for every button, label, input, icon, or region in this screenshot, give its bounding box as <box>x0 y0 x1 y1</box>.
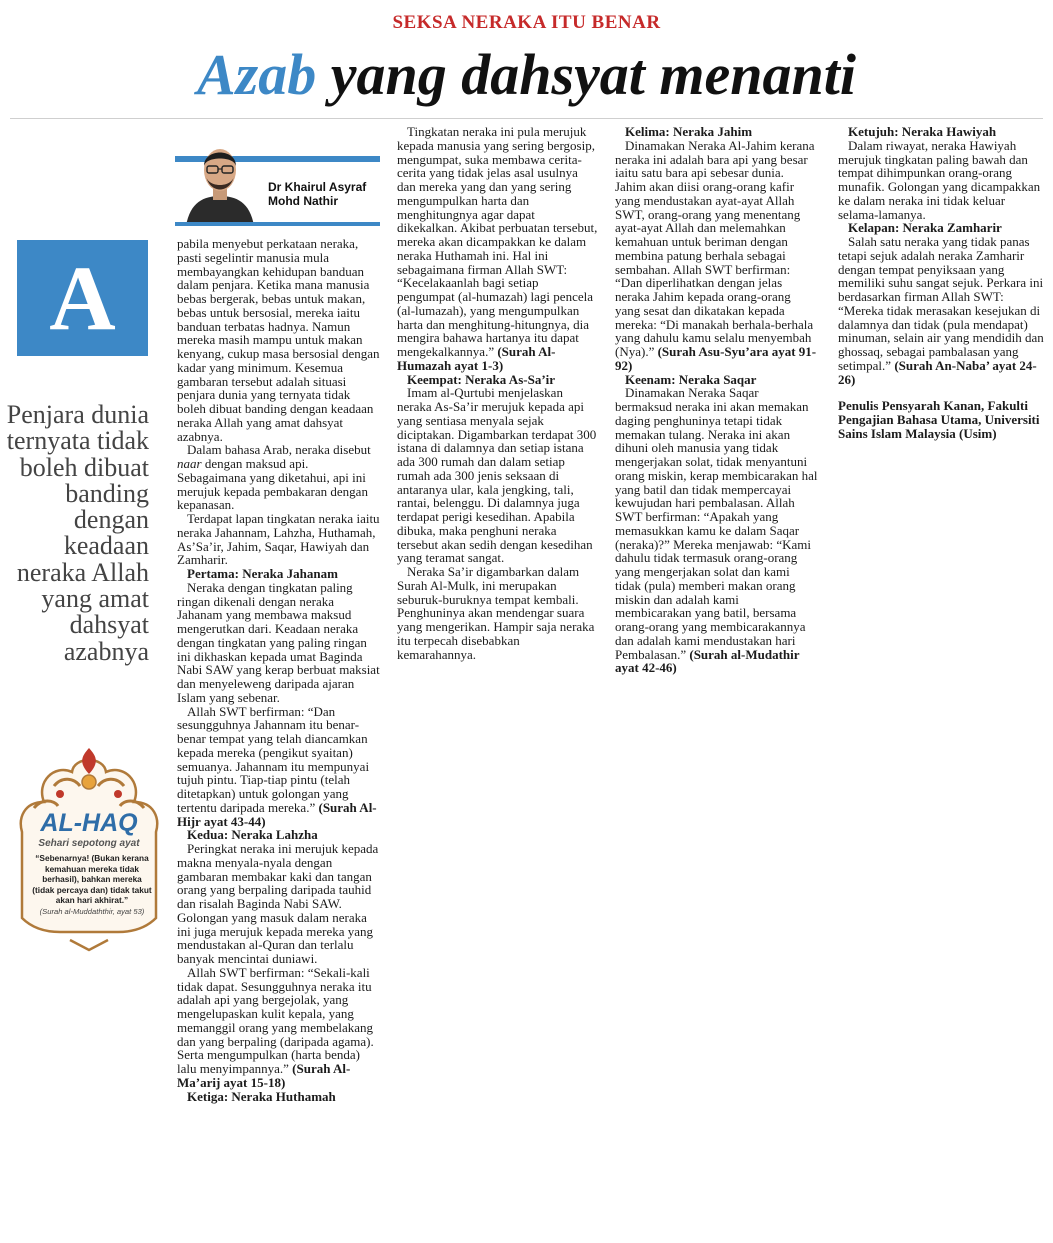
author-name: Dr Khairul Asyraf Mohd Nathir <box>268 180 367 208</box>
subheading: Kelapan: Neraka Zamharir <box>848 220 1002 236</box>
paragraph: Dinamakan Neraka Saqar bermaksud neraka ini akan memakan daging penghuninya tetapi tidak memakan tulang. Neraka ini akan dihuni oleh manusia yang tidak mengerjakan solat, tidak menyantuni orang miskin, kerap membicarakan hal yang batil dan tidak mempercayai kewujudan hari pembalasan. Allah SWT berfirman: “Apakah yang memasukkan kamu ke dalam Saqar (neraka)?” Mereka menjawab: “Kami dahulu tidak termasuk orang-orang yang mengerjakan solat dan kami tidak (pula) memberi makan orang miskin dan adalah kami membicarakan yang batil, bersama orang-orang yang membicarakannya dan adalah kami mendustakan hari Pembalasan.” (Surah al-Mudathir ayat 42-46) <box>615 385 818 676</box>
paragraph: Neraka dengan tingkatan paling ringan dikenali dengan neraka Jahanam yang membawa maksud mengerutkan dari. Keadaan neraka dengan tingkatan yang paling ringan ini dikhaskan kepada umat Baginda Nabi SAW yang kerap berbuat maksiat dan menyeleweng daripada ajaran Islam yang sebenar. <box>177 579 380 705</box>
section-kicker: SEKSA NERAKA ITU BENAR <box>392 12 661 33</box>
al-haq-title: AL-HAQ <box>40 809 138 837</box>
al-haq-reference: (Surah al-Muddaththir, ayat 53) <box>39 907 145 916</box>
paragraph: Allah SWT berfirman: “Sekali-kali tidak dapat. Sesungguhnya neraka itu adalah api yang bergejolak, yang mengelupaskan kulit kepala, yang memanggil orang yang membelakang dan yang berpaling (daripada agama). Serta mengumpulkan (harta benda) lalu menyimpannya.” (Surah Al-Ma’arij ayat 15-18) <box>177 964 374 1090</box>
article-column-3 <box>615 125 818 675</box>
subheading: Kelima: Neraka Jahim <box>625 124 753 139</box>
paragraph: Salah satu neraka yang tidak panas tetapi sejuk adalah neraka Zamharir dengan tempat penyiksaan yang memiliki suhu sangat sejuk. Perkara ini berdasarkan firman Allah SWT: “Mereka tidak merasakan kesejukan di dalamnya dan tidak (pula mendapat) minuman, selain air yang mendidih dan ghossaq, sebagai pambalasan yang setimpal.” (Surah An-Naba’ ayat 24-26) <box>838 234 1044 387</box>
paragraph: Tingkatan neraka ini pula merujuk kepada manusia yang sering bergosip, mengumpat, suka membawa cerita-cerita yang tidak jelas asal usulnya dan mereka yang dan yang sering mengumpulkan harta dan menghitungnya agar dapat dikekalkan. Akibat perbuatan tersebut, mereka akan dicampakkan ke dalam neraka Huthamah ini. Hal ini sebagaimana firman Allah SWT: “Kecelakaanlah bagi setiap pengumpat (al-humazah) lagi pencela (al-lumazah), yang mengumpulkan harta dan menghitung-hitungnya, dia mengira bahawa hartanya itu dapat mengekalkannya.” (Surah Al-Humazah ayat 1-3) <box>397 124 598 373</box>
subheading: Pertama: Neraka Jahanam <box>187 566 338 581</box>
subheading: Keempat: Neraka As-Sa’ir <box>407 371 556 387</box>
paragraph: Imam al-Qurtubi menjelaskan neraka As-Sa’ir merujuk kepada api yang sentiasa menyala sejak diciptakan. Digambarkan terdapat 300 istana di dalamnya dan setiap istana ada 300 rumah dan dalam setiap rumah ada 300 jenis seksaan di antaranya ular, kala jengking, tali, rantai, belenggu. Di dalamnya juga terdapat perigi kesedihan. Apabila dibuka, maka penghuni neraka tersebut akan sedih dengan kesedihan yang teramat sangat. <box>397 385 597 566</box>
al-haq-box <box>14 742 164 952</box>
article-column-1 <box>177 237 380 1103</box>
author-note: Penulis Pensyarah Kanan, Fakulti Pengajian Bahasa Utama, Universiti Sains Islam Malaysia (Usim) <box>838 398 1040 441</box>
subheading: Ketujuh: Neraka Hawiyah <box>848 124 997 139</box>
subheading: Kedua: Neraka Lahzha <box>187 827 318 843</box>
al-haq-subtitle: Sehari sepotong ayat <box>38 838 140 849</box>
paragraph: Dalam bahasa Arab, neraka disebut naar dengan maksud api. Sebagaimana yang diketahui, api ini merujuk kepada pembakaran dengan kepanasan. <box>177 442 371 513</box>
paragraph: pabila menyebut perkataan neraka, pasti segelintir manusia mula membayangkan kehidupan banduan dalam penjara. Ketika mana manusia bebas bergerak, bebas untuk makan, bebas untuk bersosial, mereka iaitu banduan terbatas hadnya. Namun mereka masih mampu untuk makan kenyang, cukup masa bersosial dengan kadar yang minimum. Kesemua gambaran tersebut adalah situasi penjara dunia yang ternyata tidak boleh dibuat banding dengan keadaan neraka Allah yang amat dahsyat azabnya. <box>177 236 380 444</box>
subheading: Keenam: Neraka Saqar <box>625 371 757 387</box>
paragraph: Peringkat neraka ini merujuk kepada makna menyala-nyala dengan gambaran membakar kaki dan tangan orang yang berpaling daripada tauhid dan risalah Baginda Nabi SAW. Golongan yang masuk dalam neraka ini juga merujuk kepada mereka yang mendustakan al-Quran dan terlalu banyak mencintai duniawi. <box>177 841 379 966</box>
pull-quote: Penjara dunia ternyata tidak boleh dibuat banding dengan keadaan neraka Allah yang amat dahsyat azabnya <box>6 400 149 666</box>
paragraph: Allah SWT berfirman: “Dan sesungguhnya Jahannam itu benar-benar tempat yang telah diancamkan kepada mereka (pengikut syaitan) semuanya. Jahannam itu mempunyai tujuh pintu. Tiap-tiap pintu (telah ditetapkan) untuk golongan yang tertentu daripada mereka.” (Surah Al-Hijr ayat 43-44) <box>177 703 377 829</box>
headline-divider <box>10 118 1043 119</box>
paragraph: Neraka Sa’ir digambarkan dalam Surah Al-Mulk, ini merupakan seburuk-buruknya tempat kembali. Penghuninya akan mendengar suara yang mengerikan. Hampir saja neraka itu terpecah disebabkan kemarahannya. <box>397 564 595 662</box>
subheading: Ketiga: Neraka Huthamah <box>187 1088 336 1104</box>
paragraph: Dinamakan Neraka Al-Jahim kerana neraka ini adalah bara api yang besar iaitu satu bara api sebesar dunia. Jahim akan diisi orang-orang kafir yang mendustakan ayat-ayat Allah SWT, orang-orang yang menentang ayat-ayat Allah dan melemahkan kemahuan untuk beriman dengan membina patung berhala sebagai sembahan. Allah SWT berfirman: “Dan diperlihatkan dengan jelas neraka Jahim kepada orang-orang yang sesat dan dikatakan kepada mereka: “Di manakah berhala-berhala yang dahulu kamu selalu menyembah (Nya).” (Surah Asu-Syu’ara ayat 91-92) <box>615 137 817 373</box>
paragraph: Terdapat lapan tingkatan neraka iaitu neraka Jahannam, Lahzha, Huthamah, As’Sa’ir, Jahim, Saqar, Hawiyah dan Zamharir. <box>177 511 380 568</box>
headline <box>0 40 1053 110</box>
drop-cap: A <box>17 240 148 356</box>
article-column-2 <box>397 125 598 661</box>
author-photo <box>182 136 258 226</box>
headline-accent: Azab <box>196 42 317 107</box>
byline-bar-bottom <box>175 222 380 226</box>
al-haq-verse: “Sebenarnya! (Bukan kerana kemahuan mereka tidak berhasil), bahkan mereka (tidak percaya dan) tidak takut akan hari akhirat.” <box>32 853 152 906</box>
headline-rest: yang dahsyat menanti <box>330 42 857 107</box>
paragraph: Dalam riwayat, neraka Hawiyah merujuk tingkatan paling bawah dan tempat dihimpunkan orang-orang munafik. Golongan yang dicampakkan ke dalam neraka ini tidak keluar selama-lamanya. <box>838 137 1041 222</box>
article-column-4 <box>838 125 1044 441</box>
